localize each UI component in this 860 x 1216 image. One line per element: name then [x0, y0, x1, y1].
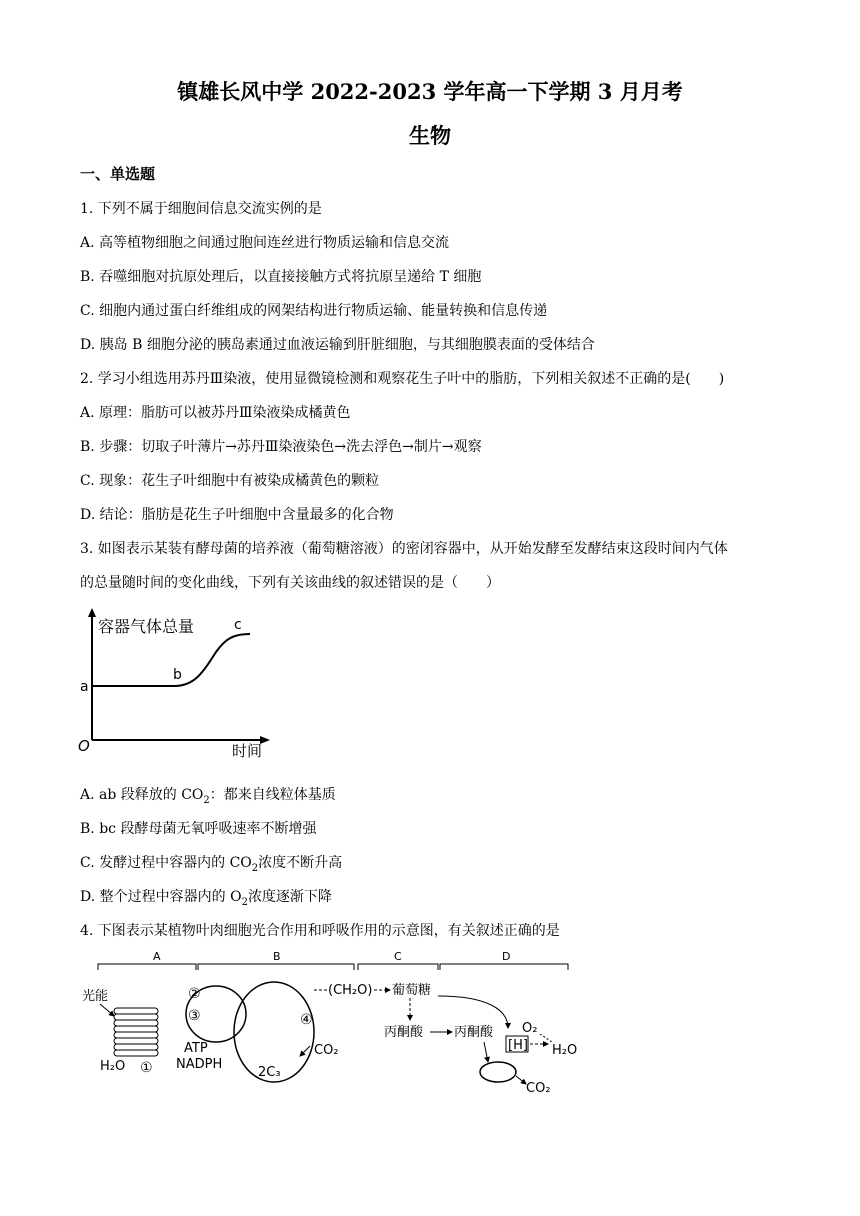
section-heading: 一、单选题 [80, 165, 156, 183]
q2-option-c: C. 现象：花生子叶细胞中有被染成橘黄色的颗粒 [80, 473, 380, 489]
q3-stem-line1: 3. 如图表示某装有酵母菌的培养液（葡萄糖溶液）的密闭容器中，从开始发酵至发酵结束这段时间内气体 [80, 541, 728, 557]
graph-curve [92, 634, 250, 686]
exam-title: 镇雄长风中学 2022-2023 学年高一下学期 3 月月考 [177, 79, 683, 104]
step-3-label: ③ [188, 1008, 201, 1024]
q4-stem: 4. 下图表示某植物叶肉细胞光合作用和呼吸作用的示意图，有关叙述正确的是 [80, 923, 560, 939]
krebs-cycle-loop [480, 1062, 516, 1082]
q3-option-a: A. ab 段释放的 $CO_2$：都来自线粒体基质 [80, 787, 336, 806]
q3-gas-volume-graph [76, 606, 276, 766]
atp-label: ATP [184, 1041, 208, 1056]
graph-origin: O [78, 737, 90, 755]
co2-calvin-label: CO₂ [314, 1043, 339, 1058]
h-label: [H] [508, 1038, 528, 1053]
q2-option-a: A. 原理：脂肪可以被苏丹Ⅲ染液染成橘黄色 [80, 405, 351, 421]
q2-option-d: D. 结论：脂肪是花生子叶细胞中含量最多的化合物 [80, 507, 394, 523]
q1-stem: 1. 下列不属于细胞间信息交流实例的是 [80, 201, 322, 217]
q4-photosynthesis-respiration-diagram [78, 950, 598, 1100]
graph-xlabel: 时间 [232, 742, 263, 760]
h2o-right-label: H₂O [552, 1043, 578, 1058]
light-energy-label: 光能 [82, 989, 109, 1004]
q3-option-d: D. 整个过程中容器内的 $O_2$浓度逐渐下降 [80, 889, 332, 908]
step-2-label: ② [188, 986, 201, 1002]
graph-ylabel: 容器气体总量 [98, 617, 195, 636]
step-1-label: ① [140, 1060, 153, 1076]
q3-stem-line2: 的总量随时间的变化曲线，下列有关该曲线的叙述错误的是（ ） [80, 575, 500, 591]
co2-krebs-label: CO₂ [526, 1081, 551, 1096]
q1-option-c: C. 细胞内通过蛋白纤维组成的网架结构进行物质运输、能量转换和信息传递 [80, 303, 548, 319]
step-4-label: ④ [300, 1012, 313, 1028]
q1-option-a: A. 高等植物细胞之间通过胞间连丝进行物质运输和信息交流 [80, 235, 450, 251]
nadph-label: NADPH [176, 1057, 223, 1072]
region-brackets [98, 964, 568, 970]
q1-option-b: B. 吞噬细胞对抗原处理后，以直接接触方式将抗原呈递给 T 细胞 [80, 269, 482, 285]
q2-stem: 2. 学习小组选用苏丹Ⅲ染液，使用显微镜检测和观察花生子叶中的脂肪，下列相关叙述不正确的是( ) [80, 371, 725, 387]
graph-point-a: a [80, 679, 89, 695]
thylakoid-stack-icon [114, 1008, 158, 1056]
q3-option-c: C. 发酵过程中容器内的 $CO_2$浓度不断升高 [80, 855, 343, 874]
pyruvate-1-label: 丙酮酸 [384, 1025, 424, 1040]
pyruvate-2-label: 丙酮酸 [454, 1025, 494, 1040]
ch2o-label: (CH₂O) [328, 983, 373, 998]
h2o-left-label: H₂O [100, 1059, 126, 1074]
region-d-label: D [502, 950, 511, 963]
q2-option-b: B. 步骤：切取子叶薄片→苏丹Ⅲ染液染色→洗去浮色→制片→观察 [80, 439, 482, 455]
o2-label: O₂ [522, 1021, 538, 1036]
graph-point-b: b [173, 667, 182, 683]
graph-point-c: c [234, 617, 242, 633]
subject-title: 生物 [409, 123, 451, 148]
glucose-label: 葡萄糖 [392, 983, 432, 998]
q3-option-b: B. bc 段酵母菌无氧呼吸速率不断增强 [80, 821, 317, 837]
c3-label: 2C₃ [258, 1065, 281, 1080]
region-a-label: A [153, 950, 161, 963]
q1-option-d: D. 胰岛 B 细胞分泌的胰岛素通过血液运输到肝脏细胞，与其细胞膜表面的受体结合 [80, 337, 595, 353]
region-b-label: B [273, 950, 281, 963]
region-c-label: C [394, 950, 402, 963]
graph-y-arrow [88, 608, 96, 617]
